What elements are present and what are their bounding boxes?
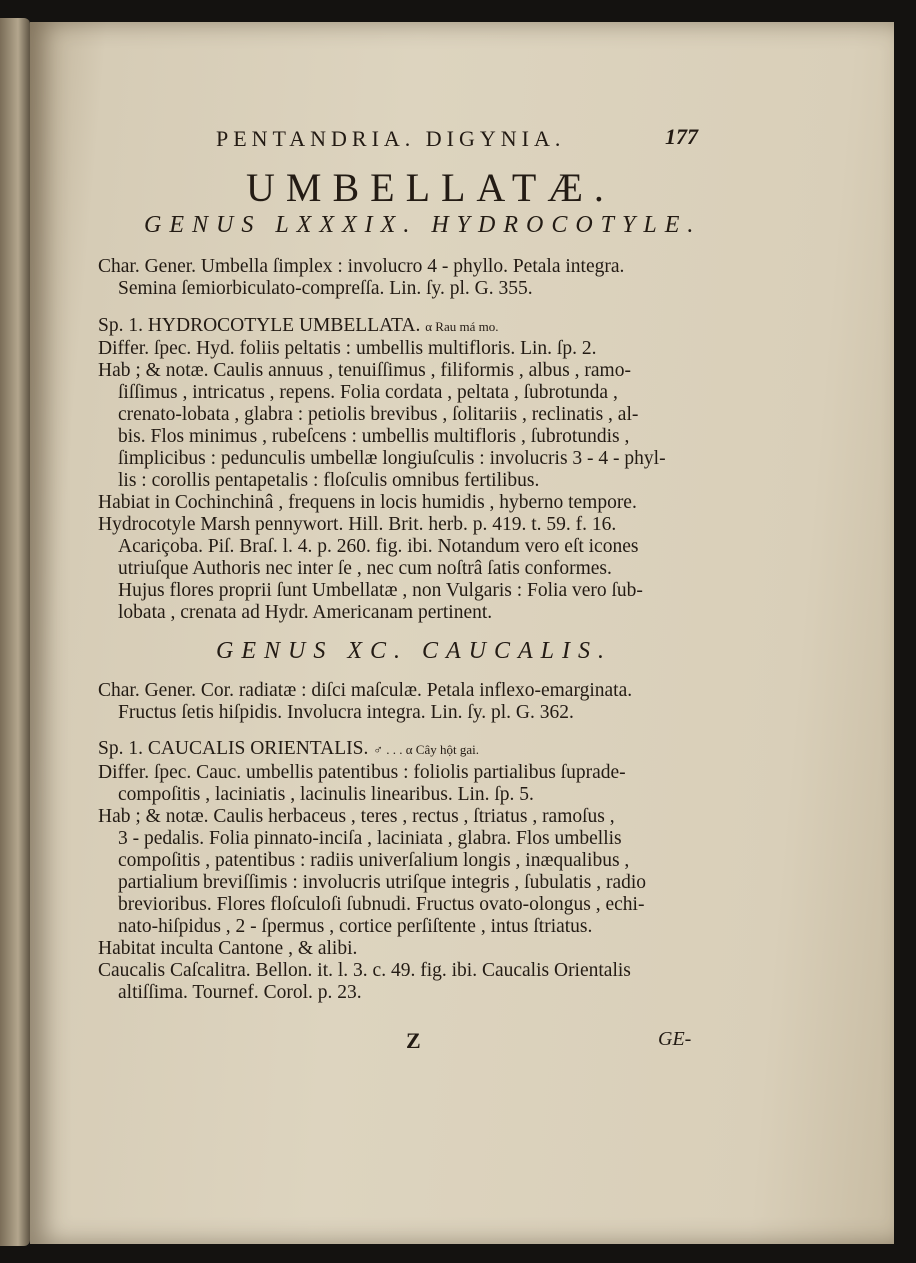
species-heading (98, 315, 498, 337)
vernacular-name: α Rau má mo. (425, 319, 499, 334)
text-line: altiſſima. Tournef. Corol. p. 23. (118, 982, 362, 1003)
text-line: Hydrocotyle Marsh pennywort. Hill. Brit. herb. p. 419. t. 59. f. 16. (98, 514, 617, 535)
facing-page-edge (0, 18, 30, 1246)
vernacular-name: ♂ . . . α Cây hột gai. (373, 742, 479, 757)
text-line: crenato-lobata , glabra : petiolis brevibus , ſolitariis , reclinatis , al- (118, 404, 639, 425)
text-line: compoſitis , laciniatis , lacinulis linearibus. Lin. ſp. 5. (118, 784, 534, 805)
species-heading (98, 738, 479, 760)
text-line: bis. Flos minimus , rubeſcens : umbellis multifloris , ſubrotundis , (118, 426, 630, 447)
text-line: Hab ; & notæ. Caulis herbaceus , teres , rectus , ſtriatus , ramoſus , (98, 806, 615, 827)
text-line: partialium breviſſimis : involucris utriſque integris , ſubulatis , radio (118, 872, 647, 893)
signature-mark: Z (406, 1028, 421, 1053)
book-page (30, 22, 894, 1244)
text-line: brevioribus. Flores floſculoſi ſubnudi. Fructus ovato-olongus , echi- (118, 894, 645, 915)
text-line: nato-hiſpidus , 2 - ſpermus , cortice perſiſtente , intus ſtriatus. (118, 916, 593, 937)
text-line: Differ. ſpec. Cauc. umbellis patentibus : foliolis partialibus ſuprade- (98, 762, 626, 783)
text-line: Hujus flores proprii ſunt Umbellatæ , non Vulgaris : Folia vero ſub- (118, 580, 643, 601)
genus-character-line: Char. Gener. Umbella ſimplex : involucro 4 - phyllo. Petala integra. (98, 256, 625, 277)
running-title: PENTANDRIA. DIGYNIA. (216, 126, 566, 151)
text-line: Habitat inculta Cantone , & alibi. (98, 938, 358, 959)
genus-character-line: Semina ſemiorbiculato-compreſſa. Lin. ſy. pl. G. 355. (118, 278, 533, 299)
text-line: utriuſque Authoris nec inter ſe , nec cum noſtrâ ſatis conformes. (118, 558, 612, 579)
family-title: UMBELLATÆ. (246, 165, 615, 210)
text-line: Hab ; & notæ. Caulis annuus , tenuiſſimus , filiformis , albus , ramo- (98, 360, 631, 381)
text-line: Differ. ſpec. Hyd. foliis peltatis : umbellis multifloris. Lin. ſp. 2. (98, 338, 597, 359)
text-line: Caucalis Caſcalitra. Bellon. it. l. 3. c. 49. fig. ibi. Caucalis Orientalis (98, 960, 631, 981)
text-line: ſimplicibus : pedunculis umbellæ longiuſculis : involucris 3 - 4 - phyl- (118, 448, 666, 469)
species-name: Sp. 1. HYDROCOTYLE UMBELLATA. (98, 315, 421, 336)
genus-title: GENUS XC. CAUCALIS. (216, 638, 613, 664)
text-line: 3 - pedalis. Folia pinnato-inciſa , laciniata , glabra. Flos umbellis (118, 828, 622, 849)
text-line: lobata , crenata ad Hydr. Americanam pertinent. (118, 602, 493, 623)
text-line: lis : corollis pentapetalis : floſculis omnibus fertilibus. (118, 470, 540, 491)
genus-title: GENUS LXXXIX. HYDROCOTYLE. (144, 212, 702, 238)
genus-character-line: Fructus ſetis hiſpidis. Involucra integra. Lin. ſy. pl. G. 362. (118, 702, 574, 723)
page-number: 177 (665, 124, 698, 149)
text-line: compoſitis , patentibus : radiis univerſalium longis , inæqualibus , (118, 850, 630, 871)
text-line: Acariçoba. Piſ. Braſ. l. 4. p. 260. fig. ibi. Notandum vero eſt icones (118, 536, 639, 557)
catchword: GE- (658, 1028, 692, 1050)
species-name: Sp. 1. CAUCALIS ORIENTALIS. (98, 738, 369, 759)
text-line: ſiſſimus , intricatus , repens. Folia cordata , peltata , ſubrotunda , (118, 382, 618, 403)
genus-character-line: Char. Gener. Cor. radiatæ : diſci maſculæ. Petala inflexo-emarginata. (98, 680, 633, 701)
text-line: Habiat in Cochinchinâ , frequens in locis humidis , hyberno tempore. (98, 492, 637, 513)
